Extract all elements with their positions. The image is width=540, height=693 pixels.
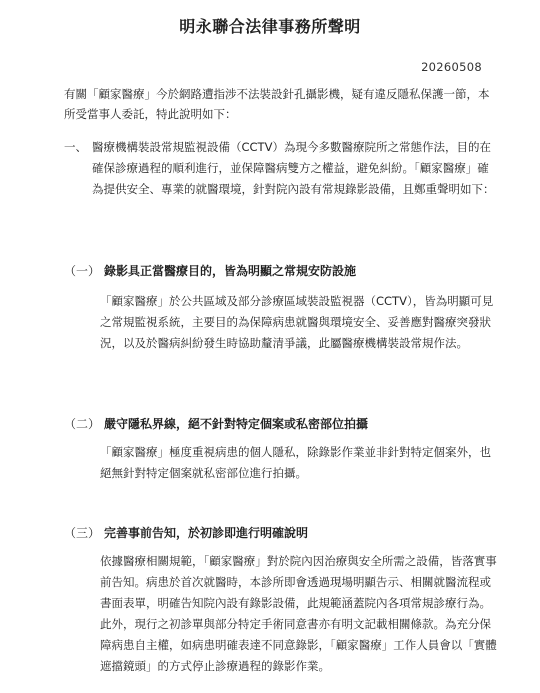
subsection-marker-2: （二） bbox=[64, 417, 101, 431]
section-one bbox=[64, 137, 500, 200]
section-one-text: 醫療機構裝設常規監視設備（CCTV）為現今多數醫療院所之常態作法，目的在確保診療過程的順利進行，並保障醫病雙方之權益，避免糾紛。「顧家醫療」確為提供安全、專業的就醫環境，針對院內設有常規錄影設備，且鄭重聲明如下： bbox=[92, 140, 495, 196]
subsection-text-1: 「顧家醫療」於公共區域及部分診療區域裝設監視器（CCTV），皆為明顯可見之常規監視系統，主要目的為保障病患就醫與環境安全、妥善應對醫療突發狀況，以及於醫病糾紛發生時協助釐清爭議，此屬醫療機構裝設常規作法。 bbox=[100, 294, 494, 350]
subsection-marker-1: （一） bbox=[64, 264, 101, 278]
subsection-heading-text-3: 完善事前告知，於初診即進行明確說明 bbox=[104, 526, 309, 540]
subsection-text-3: 依據醫療相關規範，「顧家醫療」對於院內因治療與安全所需之設備，皆落實事前告知。病患於首次就醫時，本診所即會透過現場明顯告示、相關就醫流程或書面表單，明確告知院內設有錄影設備，此規範涵蓋院內各項常規診療行為。此外，現行之初診單與部分特定手術同意書亦有明文記載相關條款。為充分保障病患自主權，如病患明確表達不同意錄影，「顧家醫療」工作人員會以「實體遮擋鏡頭」的方式停止診療過程的錄影作業。 bbox=[100, 554, 497, 673]
subsection-marker-3: （三） bbox=[64, 526, 101, 540]
document-title: 明永聯合法律事務所聲明 bbox=[179, 17, 361, 36]
subsection-heading-1 bbox=[64, 262, 356, 279]
subsection-heading-text-2: 嚴守隱私界線，絕不針對特定個案或私密部位拍攝 bbox=[104, 417, 369, 431]
document-date: 20260508 bbox=[421, 60, 482, 74]
intro-paragraph: 有關「顧家醫療」今於網路遭指涉不法裝設針孔攝影機，疑有違反隱私保護一節，本所受當事人委託，特此說明如下： bbox=[64, 87, 490, 121]
subsection-heading-text-1: 錄影具正當醫療目的，皆為明顯之常規安防設施 bbox=[104, 264, 357, 278]
subsection-heading-2 bbox=[64, 415, 368, 432]
section-one-number: 一、 bbox=[64, 140, 87, 154]
subsection-text-2: 「顧家醫療」極度重視病患的個人隱私，除錄影作業並非針對特定個案外，也絕無針對特定個案就私密部位進行拍攝。 bbox=[100, 445, 491, 480]
subsection-heading-3 bbox=[64, 524, 308, 541]
